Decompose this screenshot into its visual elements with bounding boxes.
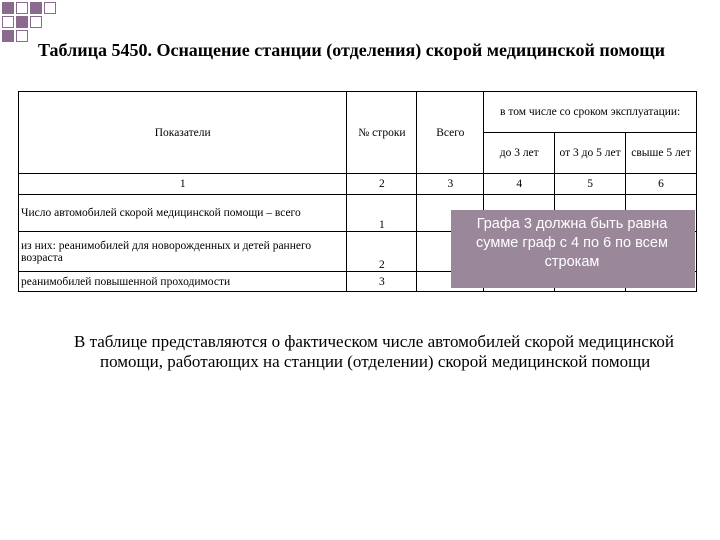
deco-square [2,30,14,42]
column-number: 6 [626,174,697,195]
column-number: 5 [555,174,626,195]
header-total: Всего [417,92,484,174]
header-sub-3-to-5: от 3 до 5 лет [555,133,626,174]
deco-square [16,2,28,14]
column-number: 1 [19,174,347,195]
page-title: Таблица 5450. Оснащение станции (отделения) скорой медицинской помощи [38,40,666,60]
deco-square [16,30,28,42]
row-label: реанимобилей повышенной проходимости [19,272,347,292]
header-row-number: № строки [347,92,417,174]
deco-square [16,16,28,28]
deco-square [30,2,42,14]
header-indicator: Показатели [19,92,347,174]
column-number: 2 [347,174,417,195]
column-number: 4 [484,174,555,195]
header-sub-under-3: до 3 лет [484,133,555,174]
column-number: 3 [417,174,484,195]
description-text: В таблице представляются о фактическом числе автомобилей скорой медицинской помощи, работающих на станции (отделении) скорой медицинской помощи [74,332,674,371]
deco-square [30,16,42,28]
row-label: из них: реанимобилей для новорожденных и детей раннего возраста [19,232,347,272]
column-numbers-row [19,174,697,195]
deco-square [44,2,56,14]
deco-square [2,2,14,14]
row-number: 3 [347,272,417,292]
row-label: Число автомобилей скорой медицинской помощи – всего [19,195,347,232]
deco-square [2,16,14,28]
callout-note: Графа 3 должна быть равна сумме граф с 4 по 6 по всем строкам [451,210,695,288]
header-sub-over-5: свыше 5 лет [626,133,697,174]
row-number: 2 [347,232,417,272]
header-group: в том числе со сроком эксплуатации: [484,92,697,133]
row-number: 1 [347,195,417,232]
